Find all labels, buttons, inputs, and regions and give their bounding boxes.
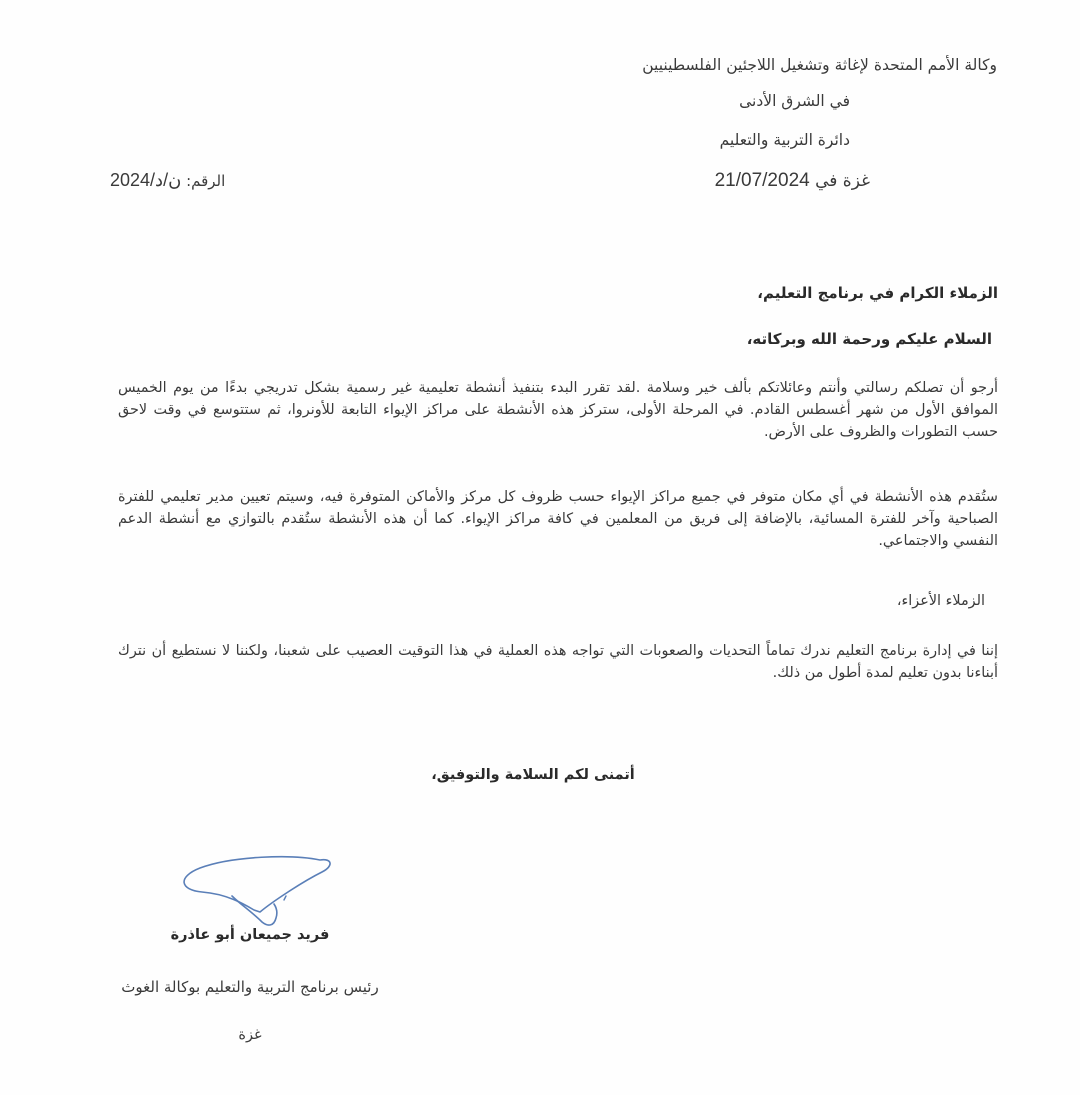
addressee-salutation: الزملاء الكرام في برنامج التعليم، [757,284,998,302]
reference-value: ن/د/2024 [110,170,182,190]
reference-number [110,170,225,191]
body-paragraph: ستُقدم هذه الأنشطة في أي مكان متوفر في جميع مراكز الإيواء حسب ظروف كل مركز والأماكن المتوفرة فيه، وسيتم تعيين مدير تعليمي للفترة الصباحية وآخر للفترة المسائية، بالإضافة إلى فريق من المعلمين في كافة مراكز الإيواء. كما أن هذه الأنشطة ستُقدم بالتوازي مع أنشطة الدعم النفسي والاجتماعي. [118,489,998,549]
department-name: دائرة التربية والتعليم [719,131,850,149]
signatory-title: رئيس برنامج التربية والتعليم بوكالة الغوث [121,978,379,996]
body-paragraph: أرجو أن تصلكم رسالتي وأنتم وعائلاتكم بألف خير وسلامة .لقد تقرر البدء بتنفيذ أنشطة تعليمية غير رسمية بشكل تدريجي بدءًا من يوم الخميس الموافق الأول من شهر أغسطس القادم. في المرحلة الأولى، ستركز هذه الأنشطة على مراكز الإيواء التابعة للأونروا، ثم ستتوسع في وقت لاحق حسب التطورات والظروف على الأرض. [118,380,998,440]
greeting-salutation: السلام عليكم ورحمة الله وبركاته، [746,330,992,348]
signatory-name: فريد جميعان أبو عاذرة [170,927,330,943]
signature-icon [172,852,342,932]
organization-name: وكالة الأمم المتحدة لإغاثة وتشغيل اللاجئين الفلسطينيين [642,56,997,74]
reference-label: الرقم: [186,172,226,190]
letter-date [715,170,870,192]
organization-region: في الشرق الأدنى [739,92,850,110]
body-paragraph: إننا في إدارة برنامج التعليم ندرك تماماً التحديات والصعوبات التي تواجه هذه العملية في هذا التوقيت العصيب على شعبنا، ولكننا لا نستطيع أن نترك أبناءنا بدون تعليم لمدة أطول من ذلك. [118,643,998,681]
closing-line: أتمنى لكم السلامة والتوفيق، [431,767,635,783]
second-greeting: الزملاء الأعزاء، [896,593,985,609]
date-value: 21/07/2024 [714,170,810,191]
date-prefix: غزة في [815,171,870,191]
signatory-location: غزة [238,1027,262,1043]
